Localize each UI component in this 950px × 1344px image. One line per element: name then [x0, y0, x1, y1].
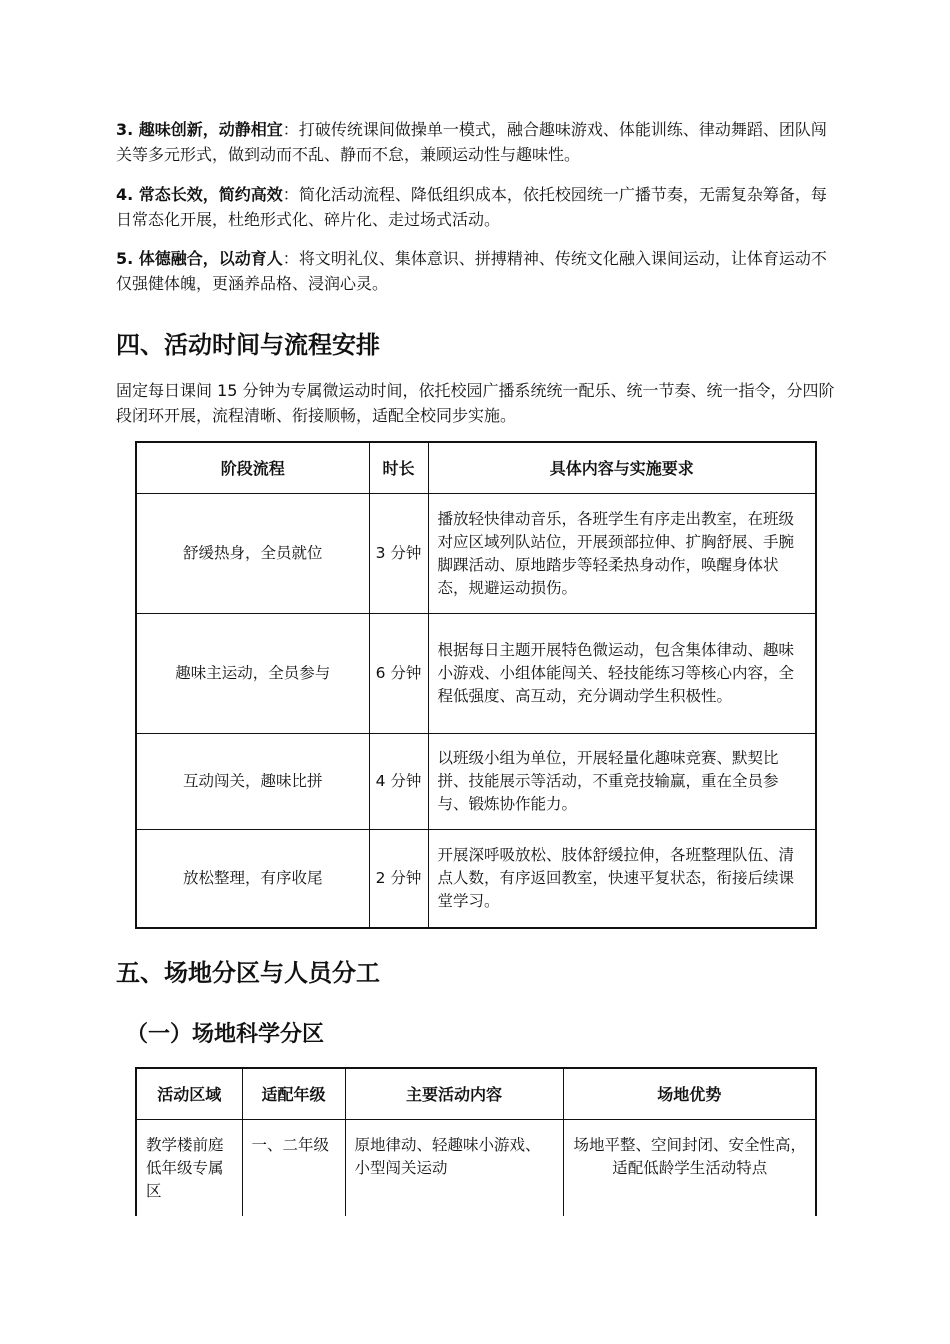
principle-heading: 3. 趣味创新，动静相宜: [116, 120, 283, 139]
content-cell: 播放轻快律动音乐，各班学生有序走出教室，在班级对应区域列队站位，开展颈部拉伸、扩胸舒展、手腕脚踝活动、原地踏步等轻柔热身动作，唤醒身体状态，规避运动损伤。: [428, 494, 816, 614]
venue-zoning-table: [135, 1067, 817, 1216]
stage-cell: 趣味主运动，全员参与: [136, 614, 369, 734]
duration-cell: 2 分钟: [369, 830, 428, 928]
table-row: [136, 830, 816, 928]
stage-cell: 放松整理，有序收尾: [136, 830, 369, 928]
principle-paragraph-5: 5. 体德融合，以动育人：将文明礼仪、集体意识、拼搏精神、传统文化融入课间运动，让体育运动不仅强健体魄，更涵养品格、浸润心灵。: [116, 249, 827, 293]
grade-cell: 一、二年级: [242, 1120, 345, 1217]
content-cell: 根据每日主题开展特色微运动，包含集体律动、趣味小游戏、小组体能闯关、轻技能练习等核心内容，全程低强度、高互动，充分调动学生积极性。: [428, 614, 816, 734]
subsection-heading: （一）场地科学分区: [126, 1022, 325, 1047]
duration-cell: 3 分钟: [369, 494, 428, 614]
column-header-area: 活动区域: [136, 1068, 242, 1120]
duration-cell: 4 分钟: [369, 734, 428, 830]
advantage-cell: 场地平整、空间封闭、安全性高，适配低龄学生活动特点: [563, 1120, 816, 1217]
area-cell: 教学楼前庭低年级专属区: [136, 1120, 242, 1217]
table-row: [136, 1120, 816, 1217]
duration-cell: 6 分钟: [369, 614, 428, 734]
column-header-grade: 适配年级: [242, 1068, 345, 1120]
principle-text: 简化活动流程、降低组织成本，依托校园统一广播节奏，无需复杂筹备，每日常态化开展，杜绝形式化、碎片化、走过场式活动。: [116, 185, 827, 229]
column-header-duration: 时长: [369, 442, 428, 494]
section-4-intro: 固定每日课间 15 分钟为专属微运动时间，依托校园广播系统统一配乐、统一节奏、统一指令，分四阶段闭环开展，流程清晰、衔接顺畅，适配全校同步实施。: [116, 381, 835, 425]
content-cell: 开展深呼吸放松、肢体舒缓拉伸，各班整理队伍、清点人数，有序返回教室，快速平复状态，衔接后续课堂学习。: [428, 830, 816, 928]
table-header-row: [136, 442, 816, 494]
table-row: [136, 614, 816, 734]
column-header-activity: 主要活动内容: [345, 1068, 563, 1120]
column-header-stage: 阶段流程: [136, 442, 369, 494]
table-row: [136, 494, 816, 614]
principle-heading: 4. 常态长效，简约高效: [116, 185, 283, 204]
principle-paragraph-3: 3. 趣味创新，动静相宜：打破传统课间做操单一模式，融合趣味游戏、体能训练、律动舞蹈、团队闯关等多元形式，做到动而不乱、静而不怠，兼顾运动性与趣味性。: [116, 120, 827, 164]
principle-text: 打破传统课间做操单一模式，融合趣味游戏、体能训练、律动舞蹈、团队闯关等多元形式，做到动而不乱、静而不怠，兼顾运动性与趣味性。: [116, 120, 827, 164]
stage-cell: 互动闯关，趣味比拼: [136, 734, 369, 830]
section-5-heading: 五、场地分区与人员分工: [116, 959, 380, 987]
schedule-table: [135, 441, 817, 929]
section-4-heading: 四、活动时间与流程安排: [116, 331, 380, 359]
column-header-advantage: 场地优势: [563, 1068, 816, 1120]
column-header-content: 具体内容与实施要求: [428, 442, 816, 494]
content-cell: 以班级小组为单位，开展轻量化趣味竞赛、默契比拼、技能展示等活动，不重竞技输赢，重在全员参与、锻炼协作能力。: [428, 734, 816, 830]
activity-cell: 原地律动、轻趣味小游戏、小型闯关运动: [345, 1120, 563, 1217]
table-row: [136, 734, 816, 830]
principle-text: 将文明礼仪、集体意识、拼搏精神、传统文化融入课间运动，让体育运动不仅强健体魄，更涵养品格、浸润心灵。: [116, 249, 827, 293]
table-header-row: [136, 1068, 816, 1120]
principle-paragraph-4: 4. 常态长效，简约高效：简化活动流程、降低组织成本，依托校园统一广播节奏，无需复杂筹备，每日常态化开展，杜绝形式化、碎片化、走过场式活动。: [116, 185, 827, 229]
principle-heading: 5. 体德融合，以动育人: [116, 249, 283, 268]
stage-cell: 舒缓热身，全员就位: [136, 494, 369, 614]
